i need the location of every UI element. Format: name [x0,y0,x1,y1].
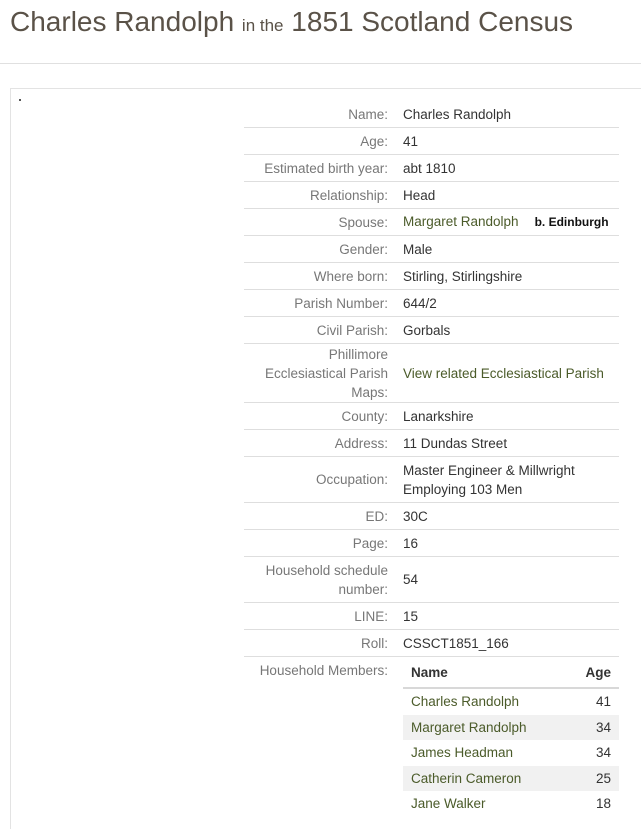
birth-year-label: Estimated birth year: [244,155,403,182]
member-age: 18 [595,796,611,812]
spouse-label: Spouse: [244,209,403,236]
age-value: 41 [403,128,619,155]
where-born-label: Where born: [244,263,403,290]
schedule-label [244,557,403,603]
table-row [403,740,619,766]
household-members-label: Household Members: [244,657,403,817]
record-image-placeholder [19,99,21,101]
member-age: 25 [567,766,619,792]
member-age: 41 [595,694,611,710]
line-label: LINE: [244,603,403,630]
spouse-link[interactable]: Margaret Randolph [403,214,519,229]
row-phillimore-maps [244,344,619,403]
relationship-label: Relationship: [244,182,403,209]
relationship-value: Head [403,182,619,209]
name-label: Name: [348,106,388,122]
table-row [403,688,619,715]
line-value: 15 [403,603,619,630]
name-value: Charles Randolph [403,106,512,122]
row-gender [244,236,619,263]
birth-year-value: abt 1810 [403,155,619,182]
row-county [244,403,619,430]
parish-number-label: Parish Number: [244,290,403,317]
civil-parish-value: Gorbals [403,317,619,344]
page-value: 16 [403,530,619,557]
row-parish-number [244,290,619,317]
row-ed [244,503,619,530]
phillimore-label [244,344,403,403]
schedule-label-line1: Household schedule [265,562,388,578]
row-spouse [244,209,619,236]
occupation-label: Occupation: [244,457,403,503]
row-relationship [244,182,619,209]
member-name-link[interactable]: Jane Walker [411,796,486,812]
row-household-members [244,657,619,817]
row-address [244,430,619,457]
row-birth-year [244,155,619,182]
ed-label: ED: [244,503,403,530]
members-name-header: Name [403,657,567,688]
member-name-link[interactable]: Margaret Randolph [403,715,567,741]
row-civil-parish [244,317,619,344]
row-household-schedule [244,557,619,603]
row-roll [244,630,619,657]
county-value: Lanarkshire [403,403,619,430]
roll-label: Roll: [244,630,403,657]
record-details-table [244,101,619,817]
occupation-value [403,457,619,503]
record-card [10,88,641,829]
gender-value: Male [403,236,619,263]
table-row [403,715,619,741]
row-name [244,101,619,128]
phillimore-label-line3: Maps: [351,384,388,400]
ed-value: 30C [403,503,619,530]
row-where-born [244,263,619,290]
household-members-table [403,657,619,817]
member-name-link[interactable]: Catherin Cameron [403,766,567,792]
address-value: 11 Dundas Street [403,430,619,457]
table-row [403,766,619,792]
county-label: County: [244,403,403,430]
member-name-link[interactable]: Charles Randolph [411,694,520,710]
schedule-value: 54 [403,557,619,603]
address-label: Address: [244,430,403,457]
occupation-line1: Master Engineer & Millwright [403,462,575,478]
civil-parish-label: Civil Parish: [244,317,403,344]
schedule-label-line2: number: [338,581,388,597]
roll-value: CSSCT1851_166 [403,630,619,657]
title-connector: in the [241,16,284,35]
ecclesiastical-parish-link[interactable]: View related Ecclesiastical Parish [403,365,604,381]
table-row [403,791,619,817]
phillimore-label-line2: Ecclesiastical Parish [264,365,388,381]
members-age-header: Age [567,657,619,688]
page-title [10,4,573,44]
member-age: 34 [595,745,611,761]
row-age [244,128,619,155]
member-name-link[interactable]: James Headman [411,745,514,761]
age-label: Age: [244,128,403,155]
phillimore-label-line1: Phillimore [328,346,388,362]
page-label: Page: [244,530,403,557]
title-collection: 1851 Scotland Census [291,6,574,37]
row-page [244,530,619,557]
gender-label: Gender: [244,236,403,263]
row-occupation [244,457,619,503]
member-age: 34 [567,715,619,741]
title-person-name: Charles Randolph [10,6,235,37]
where-born-value: Stirling, Stirlingshire [403,263,619,290]
row-line [244,603,619,630]
spouse-birth-note: b. Edinburgh [534,215,609,229]
header-divider [0,63,641,64]
parish-number-value: 644/2 [403,290,619,317]
occupation-line2: Employing 103 Men [403,481,523,497]
